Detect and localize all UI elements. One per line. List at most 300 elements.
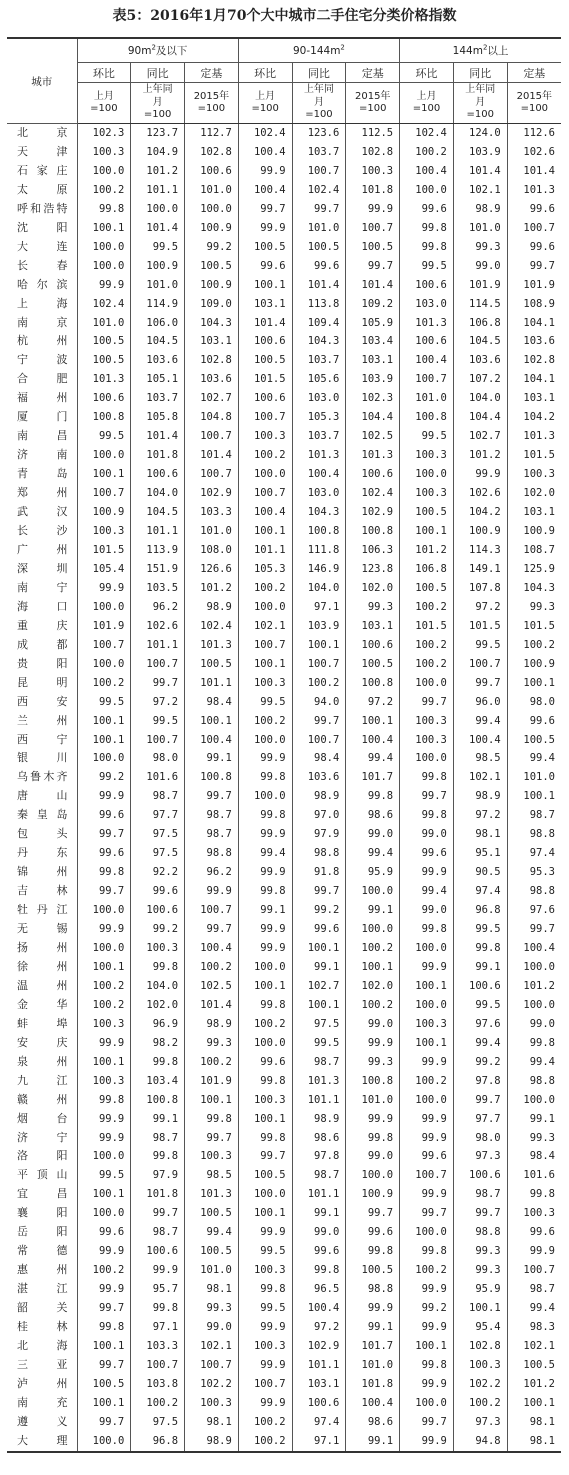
medium-mom-cell: 100.4 [238, 143, 292, 162]
medium-yoy-cell: 99.6 [292, 920, 346, 939]
medium-mom-cell: 100.2 [238, 1413, 292, 1432]
table-header [7, 38, 561, 124]
medium-mom-cell: 99.9 [238, 749, 292, 768]
city-name-cell: 天津 [17, 144, 68, 158]
city-name-cell: 大连 [17, 239, 68, 253]
small-base-cell: 99.9 [185, 882, 239, 901]
small-base-cell: 99.7 [185, 787, 239, 806]
medium-mom-cell: 102.4 [238, 124, 292, 143]
small-yoy-cell: 101.2 [131, 162, 185, 181]
small-yoy-cell: 103.5 [131, 579, 185, 598]
medium-mom-cell: 100.1 [238, 276, 292, 295]
small-yoy-cell: 100.6 [131, 901, 185, 920]
small-yoy-cell: 100.7 [131, 731, 185, 750]
large-base-cell: 101.2 [507, 1375, 561, 1394]
small-yoy-cell: 99.6 [131, 882, 185, 901]
table-row [7, 693, 561, 712]
large-base-cell: 95.3 [507, 863, 561, 882]
large-mom-cell: 100.3 [400, 712, 454, 731]
small-base-cell: 102.8 [185, 143, 239, 162]
small-yoy-cell: 97.9 [131, 1166, 185, 1185]
small-base-cell: 101.3 [185, 1185, 239, 1204]
table-row [7, 1413, 561, 1432]
large-yoy-cell: 99.8 [453, 939, 507, 958]
large-mom-cell: 99.8 [400, 920, 454, 939]
large-base-cell: 98.7 [507, 1280, 561, 1299]
large-yoy-cell: 102.6 [453, 484, 507, 503]
medium-base-cell: 105.9 [346, 314, 400, 333]
large-mom-cell: 100.2 [400, 1072, 454, 1091]
medium-yoy-cell: 98.6 [292, 1129, 346, 1148]
subcol-fixed-base: 定基 [507, 63, 561, 83]
city-name-cell: 呼和浩特 [17, 201, 68, 215]
small-mom-cell: 100.2 [77, 1261, 131, 1280]
small-yoy-cell: 99.8 [131, 1299, 185, 1318]
large-base-cell: 100.5 [507, 731, 561, 750]
small-base-cell: 100.5 [185, 1242, 239, 1261]
large-yoy-cell: 100.6 [453, 1166, 507, 1185]
city-name-cell: 西宁 [17, 732, 68, 746]
city-name-cell: 南昌 [17, 429, 68, 443]
city-name-cell: 温州 [17, 978, 68, 992]
small-yoy-cell: 99.1 [131, 1110, 185, 1129]
medium-yoy-cell: 100.6 [292, 1394, 346, 1413]
small-mom-cell: 100.7 [77, 484, 131, 503]
base-prev-year-month: 上年同月=100 [131, 83, 185, 124]
medium-mom-cell: 101.5 [238, 370, 292, 389]
large-yoy-cell: 104.0 [453, 389, 507, 408]
large-yoy-cell: 97.7 [453, 1110, 507, 1129]
medium-yoy-cell: 100.1 [292, 636, 346, 655]
city-name-cell: 九江 [17, 1073, 68, 1087]
small-base-cell: 99.3 [185, 1034, 239, 1053]
medium-yoy-cell: 103.0 [292, 389, 346, 408]
medium-mom-cell: 99.7 [238, 200, 292, 219]
medium-mom-cell: 99.8 [238, 768, 292, 787]
city-name-cell: 宁波 [17, 353, 68, 367]
large-yoy-cell: 100.7 [453, 655, 507, 674]
medium-mom-cell: 99.5 [238, 693, 292, 712]
large-base-cell: 101.5 [507, 617, 561, 636]
table-row [7, 1185, 561, 1204]
small-yoy-cell: 104.5 [131, 332, 185, 351]
city-name-cell: 兰州 [17, 713, 68, 727]
medium-base-cell: 100.3 [346, 162, 400, 181]
subcol-yoy: 同比 [131, 63, 185, 83]
medium-base-cell: 109.2 [346, 295, 400, 314]
small-mom-cell: 100.0 [77, 939, 131, 958]
table-row [7, 219, 561, 238]
small-mom-cell: 100.1 [77, 731, 131, 750]
base-prev-month: 上月=100 [400, 83, 454, 124]
medium-base-cell: 100.0 [346, 920, 400, 939]
city-name-cell: 遵义 [17, 1414, 68, 1428]
small-base-cell: 98.7 [185, 825, 239, 844]
medium-yoy-cell: 101.4 [292, 276, 346, 295]
medium-base-cell: 100.5 [346, 238, 400, 257]
large-yoy-cell: 107.8 [453, 579, 507, 598]
large-mom-cell: 99.9 [400, 1318, 454, 1337]
large-mom-cell: 99.6 [400, 200, 454, 219]
medium-base-cell: 101.7 [346, 1337, 400, 1356]
table-row [7, 1375, 561, 1394]
small-base-cell: 126.6 [185, 560, 239, 579]
small-base-cell: 112.7 [185, 124, 239, 143]
large-yoy-cell: 99.4 [453, 1034, 507, 1053]
large-mom-cell: 99.5 [400, 427, 454, 446]
large-yoy-cell: 97.3 [453, 1413, 507, 1432]
small-yoy-cell: 96.8 [131, 1432, 185, 1452]
large-mom-cell: 100.0 [400, 939, 454, 958]
large-mom-cell: 100.1 [400, 1337, 454, 1356]
city-name-cell: 广州 [17, 542, 68, 556]
large-base-cell: 100.7 [507, 219, 561, 238]
small-yoy-cell: 101.8 [131, 446, 185, 465]
large-mom-cell: 99.9 [400, 1375, 454, 1394]
medium-mom-cell: 99.8 [238, 882, 292, 901]
large-base-cell: 100.2 [507, 636, 561, 655]
large-yoy-cell: 103.9 [453, 143, 507, 162]
large-yoy-cell: 100.3 [453, 1356, 507, 1375]
medium-base-cell: 100.1 [346, 958, 400, 977]
large-base-cell: 101.0 [507, 768, 561, 787]
city-name-cell: 北海 [17, 1339, 68, 1352]
small-yoy-cell: 104.5 [131, 503, 185, 522]
medium-mom-cell: 99.5 [238, 1242, 292, 1261]
city-name-cell: 哈尔滨 [17, 277, 68, 291]
medium-mom-cell: 100.5 [238, 238, 292, 257]
city-name-cell: 赣州 [17, 1092, 68, 1106]
large-mom-cell: 100.7 [400, 1166, 454, 1185]
small-mom-cell: 102.4 [77, 295, 131, 314]
large-mom-cell: 100.0 [400, 996, 454, 1015]
small-yoy-cell: 123.7 [131, 124, 185, 143]
large-mom-cell: 100.1 [400, 977, 454, 996]
city-name-cell: 大理 [7, 1432, 77, 1452]
small-mom-cell: 100.0 [77, 655, 131, 674]
large-mom-cell: 99.8 [400, 219, 454, 238]
large-mom-cell: 100.5 [400, 579, 454, 598]
small-base-cell: 100.7 [185, 465, 239, 484]
small-mom-cell: 100.0 [77, 446, 131, 465]
city-name-cell: 武汉 [17, 505, 68, 519]
medium-yoy-cell: 101.1 [292, 1091, 346, 1110]
medium-base-cell: 99.0 [346, 825, 400, 844]
table-row [7, 1053, 561, 1072]
small-mom-cell: 100.1 [77, 219, 131, 238]
subcol-fixed-base: 定基 [346, 63, 400, 83]
table-row [7, 446, 561, 465]
city-name-cell: 岳阳 [17, 1225, 68, 1239]
small-yoy-cell: 103.8 [131, 1375, 185, 1394]
large-yoy-cell: 100.2 [453, 1394, 507, 1413]
table-row [7, 1147, 561, 1166]
small-mom-cell: 100.2 [77, 181, 131, 200]
large-yoy-cell: 124.0 [453, 124, 507, 143]
large-mom-cell: 99.7 [400, 693, 454, 712]
large-base-cell: 99.4 [507, 1299, 561, 1318]
table-row [7, 1223, 561, 1242]
small-mom-cell: 99.8 [77, 1318, 131, 1337]
small-base-cell: 100.8 [185, 768, 239, 787]
medium-yoy-cell: 103.9 [292, 617, 346, 636]
large-mom-cell: 100.2 [400, 636, 454, 655]
city-name-cell: 石家庄 [17, 163, 68, 177]
large-base-cell: 103.6 [507, 332, 561, 351]
small-base-cell: 102.2 [185, 1375, 239, 1394]
table-row [7, 844, 561, 863]
large-mom-cell: 99.0 [400, 825, 454, 844]
small-mom-cell: 99.7 [77, 1413, 131, 1432]
small-base-cell: 100.9 [185, 276, 239, 295]
city-name-cell: 蚌埠 [17, 1016, 68, 1030]
large-mom-cell: 101.2 [400, 541, 454, 560]
large-mom-cell: 99.9 [400, 1185, 454, 1204]
large-base-cell: 100.1 [507, 1394, 561, 1413]
medium-yoy-cell: 99.1 [292, 1204, 346, 1223]
large-mom-cell: 99.6 [400, 1147, 454, 1166]
medium-yoy-cell: 97.5 [292, 1015, 346, 1034]
medium-mom-cell: 100.1 [238, 655, 292, 674]
city-name-cell: 郑州 [17, 486, 68, 500]
small-mom-cell: 100.1 [77, 465, 131, 484]
small-mom-cell: 100.0 [77, 162, 131, 181]
large-mom-cell: 99.6 [400, 844, 454, 863]
medium-yoy-cell: 100.1 [292, 939, 346, 958]
small-base-cell: 99.4 [185, 1223, 239, 1242]
city-name-cell: 海口 [17, 599, 68, 613]
medium-yoy-cell: 101.0 [292, 219, 346, 238]
large-base-cell: 100.0 [507, 996, 561, 1015]
large-yoy-cell: 90.5 [453, 863, 507, 882]
small-base-cell: 100.7 [185, 901, 239, 920]
medium-base-cell: 103.1 [346, 617, 400, 636]
medium-base-cell: 100.4 [346, 731, 400, 750]
table-row [7, 200, 561, 219]
city-name-cell: 济宁 [17, 1130, 68, 1144]
small-mom-cell: 100.1 [77, 1394, 131, 1413]
medium-base-cell: 99.7 [346, 1204, 400, 1223]
medium-mom-cell: 99.9 [238, 1356, 292, 1375]
medium-mom-cell: 99.8 [238, 806, 292, 825]
table-row [7, 1280, 561, 1299]
large-base-cell: 104.1 [507, 370, 561, 389]
small-base-cell: 99.7 [185, 920, 239, 939]
small-base-cell: 100.7 [185, 427, 239, 446]
medium-yoy-cell: 98.9 [292, 787, 346, 806]
small-mom-cell: 100.7 [77, 636, 131, 655]
small-base-cell: 100.5 [185, 257, 239, 276]
small-yoy-cell: 100.2 [131, 1394, 185, 1413]
large-base-cell: 100.5 [507, 1356, 561, 1375]
medium-yoy-cell: 101.3 [292, 1072, 346, 1091]
large-yoy-cell: 98.1 [453, 825, 507, 844]
medium-mom-cell: 99.5 [238, 1299, 292, 1318]
large-yoy-cell: 100.1 [453, 1299, 507, 1318]
small-mom-cell: 99.8 [77, 1091, 131, 1110]
small-base-cell: 100.2 [185, 1053, 239, 1072]
large-yoy-cell: 98.9 [453, 200, 507, 219]
subcol-fixed-base: 定基 [185, 63, 239, 83]
small-base-cell: 100.4 [185, 731, 239, 750]
medium-mom-cell: 101.4 [238, 314, 292, 333]
small-base-cell: 100.5 [185, 655, 239, 674]
city-name-cell: 南京 [17, 315, 68, 329]
small-base-cell: 100.9 [185, 219, 239, 238]
medium-yoy-cell: 100.4 [292, 465, 346, 484]
large-base-cell: 99.7 [507, 257, 561, 276]
small-yoy-cell: 96.9 [131, 1015, 185, 1034]
city-name-cell: 烟台 [17, 1111, 68, 1125]
small-mom-cell: 99.9 [77, 1110, 131, 1129]
city-name-cell: 青岛 [17, 467, 68, 481]
small-mom-cell: 101.9 [77, 617, 131, 636]
medium-mom-cell: 99.7 [238, 1147, 292, 1166]
medium-yoy-cell: 100.5 [292, 238, 346, 257]
medium-yoy-cell: 99.6 [292, 257, 346, 276]
medium-yoy-cell: 105.6 [292, 370, 346, 389]
small-yoy-cell: 95.7 [131, 1280, 185, 1299]
table-row [7, 863, 561, 882]
small-mom-cell: 99.9 [77, 1129, 131, 1148]
group-label-suffix: 及以下 [155, 45, 188, 57]
small-mom-cell: 100.1 [77, 712, 131, 731]
large-mom-cell: 99.9 [400, 1280, 454, 1299]
large-mom-cell: 99.9 [400, 1110, 454, 1129]
small-base-cell: 102.5 [185, 977, 239, 996]
small-base-cell: 101.0 [185, 181, 239, 200]
medium-base-cell: 100.4 [346, 1394, 400, 1413]
table-row [7, 958, 561, 977]
small-yoy-cell: 101.4 [131, 427, 185, 446]
small-base-cell: 101.0 [185, 522, 239, 541]
medium-base-cell: 101.8 [346, 181, 400, 200]
city-name-cell: 济南 [17, 448, 68, 462]
small-mom-cell: 100.3 [77, 143, 131, 162]
city-name-cell: 平顶山 [17, 1168, 68, 1182]
medium-mom-cell: 99.9 [238, 825, 292, 844]
large-base-cell: 125.9 [507, 560, 561, 579]
large-mom-cell: 100.2 [400, 598, 454, 617]
large-mom-cell: 100.1 [400, 1034, 454, 1053]
medium-base-cell: 101.7 [346, 768, 400, 787]
large-yoy-cell: 99.7 [453, 1204, 507, 1223]
large-base-cell: 98.8 [507, 882, 561, 901]
medium-yoy-cell: 94.0 [292, 693, 346, 712]
group-label-sup: 2 [482, 43, 488, 52]
small-base-cell: 103.6 [185, 370, 239, 389]
medium-mom-cell: 99.6 [238, 257, 292, 276]
small-mom-cell: 99.2 [77, 768, 131, 787]
large-mom-cell: 106.8 [400, 560, 454, 579]
large-yoy-cell: 98.7 [453, 1185, 507, 1204]
city-name-cell: 福州 [17, 391, 68, 405]
medium-yoy-cell: 96.5 [292, 1280, 346, 1299]
small-yoy-cell: 101.0 [131, 276, 185, 295]
small-mom-cell: 99.9 [77, 579, 131, 598]
subcol-mom: 环比 [77, 63, 131, 83]
medium-yoy-cell: 98.8 [292, 844, 346, 863]
medium-yoy-cell: 100.7 [292, 162, 346, 181]
large-mom-cell: 102.4 [400, 124, 454, 143]
medium-yoy-cell: 109.4 [292, 314, 346, 333]
small-yoy-cell: 100.9 [131, 257, 185, 276]
table-row [7, 1204, 561, 1223]
medium-base-cell: 99.9 [346, 1034, 400, 1053]
large-base-cell: 101.9 [507, 276, 561, 295]
city-name-cell: 杭州 [17, 334, 68, 348]
large-base-cell: 99.6 [507, 712, 561, 731]
large-base-cell: 102.1 [507, 1337, 561, 1356]
group-label: 144m [452, 45, 483, 57]
small-base-cell: 101.4 [185, 996, 239, 1015]
large-yoy-cell: 100.9 [453, 522, 507, 541]
table-row [7, 257, 561, 276]
small-mom-cell: 100.0 [77, 1204, 131, 1223]
small-mom-cell: 99.7 [77, 825, 131, 844]
medium-yoy-cell: 97.9 [292, 825, 346, 844]
city-name-cell: 贵阳 [17, 656, 68, 670]
table-row [7, 124, 561, 143]
large-yoy-cell: 104.5 [453, 332, 507, 351]
small-base-cell: 98.8 [185, 844, 239, 863]
large-mom-cell: 99.8 [400, 238, 454, 257]
small-yoy-cell: 92.2 [131, 863, 185, 882]
medium-yoy-cell: 101.1 [292, 1356, 346, 1375]
large-base-cell: 101.3 [507, 181, 561, 200]
medium-mom-cell: 99.8 [238, 1280, 292, 1299]
medium-yoy-cell: 99.2 [292, 901, 346, 920]
subcol-yoy: 同比 [453, 63, 507, 83]
large-base-cell: 99.6 [507, 200, 561, 219]
large-mom-cell: 99.9 [400, 958, 454, 977]
group-label: 90-144m [293, 44, 341, 57]
medium-yoy-cell: 101.3 [292, 446, 346, 465]
medium-base-cell: 100.2 [346, 939, 400, 958]
medium-mom-cell: 99.8 [238, 1072, 292, 1091]
large-base-cell: 97.6 [507, 901, 561, 920]
small-yoy-cell: 100.6 [131, 1242, 185, 1261]
small-yoy-cell: 101.1 [131, 181, 185, 200]
large-yoy-cell: 99.1 [453, 958, 507, 977]
medium-base-cell: 99.0 [346, 1015, 400, 1034]
large-yoy-cell: 99.9 [453, 465, 507, 484]
large-mom-cell: 100.4 [400, 162, 454, 181]
small-base-cell: 98.7 [185, 806, 239, 825]
small-yoy-cell: 97.1 [131, 1318, 185, 1337]
city-name-cell: 桂林 [17, 1320, 68, 1334]
large-yoy-cell: 102.2 [453, 1375, 507, 1394]
medium-yoy-cell: 103.7 [292, 143, 346, 162]
medium-base-cell: 102.4 [346, 484, 400, 503]
small-mom-cell: 100.9 [77, 503, 131, 522]
table-row [7, 806, 561, 825]
small-yoy-cell: 113.9 [131, 541, 185, 560]
medium-base-cell: 99.4 [346, 749, 400, 768]
subcol-yoy: 同比 [292, 63, 346, 83]
medium-yoy-cell: 103.6 [292, 768, 346, 787]
small-yoy-cell: 103.7 [131, 389, 185, 408]
large-base-cell: 98.0 [507, 693, 561, 712]
medium-yoy-cell: 99.8 [292, 1261, 346, 1280]
table-row [7, 768, 561, 787]
medium-base-cell: 99.0 [346, 1147, 400, 1166]
large-base-cell: 100.1 [507, 674, 561, 693]
medium-base-cell: 101.4 [346, 276, 400, 295]
small-yoy-cell: 97.2 [131, 693, 185, 712]
small-base-cell: 100.1 [185, 1091, 239, 1110]
large-yoy-cell: 97.2 [453, 598, 507, 617]
